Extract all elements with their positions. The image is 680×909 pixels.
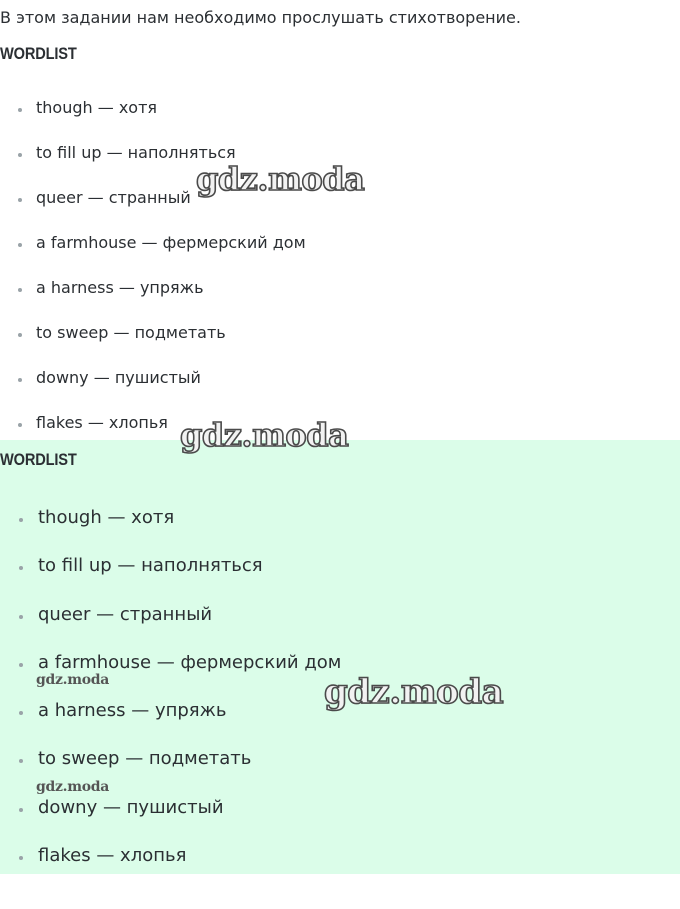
bullet-icon	[19, 615, 23, 619]
wordlist-title: WORDLIST	[0, 44, 77, 63]
watermark: gdz.moda	[196, 160, 365, 198]
bullet-icon	[18, 423, 22, 427]
bullet-icon	[18, 108, 22, 112]
bullet-icon	[18, 288, 22, 292]
bullet-icon	[18, 243, 22, 247]
bullet-icon	[18, 333, 22, 337]
watermark-small: gdz.moda	[36, 672, 110, 688]
bullet-icon	[19, 518, 23, 522]
bullet-icon	[18, 378, 22, 382]
bullet-icon	[18, 198, 22, 202]
watermark: gdz.moda	[324, 672, 504, 712]
watermark-small: gdz.moda	[36, 779, 110, 795]
wordlist-title: WORDLIST	[0, 450, 77, 469]
intro-text: В этом задании нам необходимо прослушать стихотворение.	[0, 8, 521, 27]
bullet-icon	[19, 808, 23, 812]
bullet-icon	[18, 153, 22, 157]
bullet-icon	[19, 663, 23, 667]
watermark: gdz.moda	[180, 416, 349, 454]
